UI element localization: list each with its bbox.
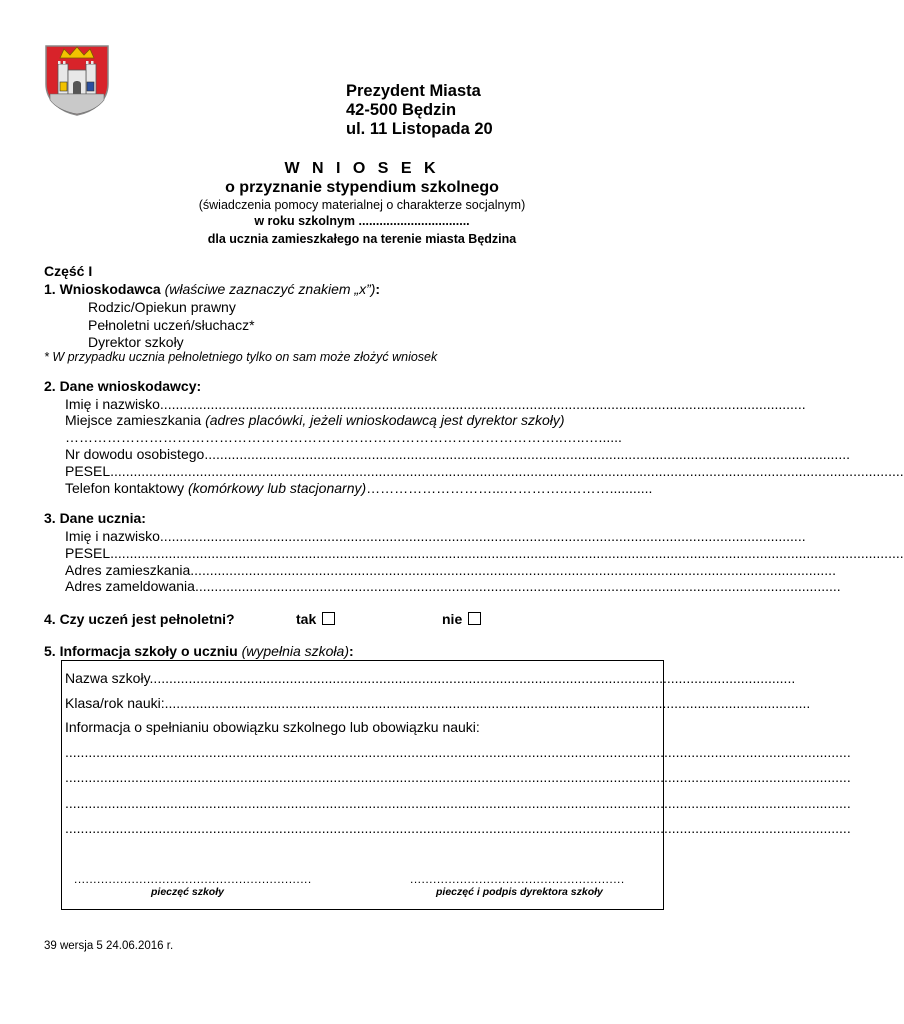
applicant-phone-field[interactable] [65,480,677,497]
yes-label: tak [296,611,317,627]
school-name-label: Nazwa szkoły [65,670,150,686]
student-name-label: Imię i nazwisko [65,528,160,544]
applicant-residence-label-row [65,412,565,428]
applicant-residence-note: (adres placówki, jeżeli wnioskodawcą jest dyrektor szkoły) [205,412,565,428]
part-1-heading: Część I [44,263,93,279]
fill-dots: ............................................................................................................................................................................................................ [110,545,904,561]
section-1-title: 1. Wnioskodawca [44,281,161,297]
applicant-phone-label: Telefon kontaktowy [65,480,185,496]
section-5-colon: : [348,643,354,659]
director-signature-label: pieczęć i podpis dyrektora szkoły [436,886,603,898]
fill-dots: ...................................................................................................................................................................... [149,670,796,686]
option-school-director[interactable]: Dyrektor szkoły [88,334,184,350]
option-adult-student[interactable]: Pełnoletni uczeń/słuchacz* [88,317,255,333]
schooling-info-label: Informacja o spełnianiu obowiązku szkolnego lub obowiązku nauki: [65,719,480,735]
applicant-name-label: Imię i nazwisko [65,396,160,412]
section-1-colon: : [375,281,381,297]
student-registered-label: Adres zameldowania [65,578,195,594]
section-5-note: (wypełnia szkoła) [241,643,349,659]
document-title: W N I O S E K [284,160,440,177]
no-option[interactable] [442,611,481,627]
applicant-residence-field[interactable]: ……………………………………………………………………………………………..…..…...... [65,429,622,445]
schooling-info-line-4[interactable] [65,820,851,837]
applicant-pesel-label: PESEL [65,463,111,479]
student-residence-field[interactable] [65,562,836,579]
applicant-phone-note: (komórkowy lub stacjonarny) [187,480,367,496]
school-stamp-line[interactable]: .............................................................. [74,872,312,886]
fill-dots: .......................................................................................................................................................................................................... [65,795,851,811]
applicant-pesel-field[interactable] [65,463,904,480]
section-5-heading-row [44,643,354,659]
no-label: nie [442,611,463,627]
student-pesel-field[interactable] [65,545,904,562]
class-label: Klasa/rok nauki: [65,695,165,711]
fill-dots: ...................................................................................................................................................................... [164,695,811,711]
section-5-heading: 5. Informacja szkoły o uczniu [44,643,238,659]
fill-dots: .......................................................................................................................................................................................................... [65,769,851,785]
option-parent[interactable]: Rodzic/Opiekun prawny [88,299,236,315]
fill-dots: ...................................................................................................................................................................... [159,396,806,412]
director-signature-line[interactable]: ........................................................ [410,872,625,886]
section-1-instruction: (właściwe zaznaczyć znakiem „x”) [164,281,376,297]
recipient-line-2: 42-500 Będzin [346,101,457,119]
schooling-info-line-1[interactable] [65,744,851,761]
yes-checkbox[interactable] [322,612,335,625]
section-3-heading: 3. Dane ucznia: [44,510,146,526]
document-subtitle: o przyznanie stypendium szkolnego [225,179,499,196]
fill-dots: ...................................................................................................................................................................... [190,562,836,578]
fill-dots: ............................................................................................................................................................................................................ [110,463,904,479]
fill-dots: ...................................................................................................................................................................... [159,528,806,544]
student-registered-field[interactable] [65,578,841,595]
applicant-id-label: Nr dowodu osobistego [65,446,205,462]
schooling-info-line-2[interactable] [65,769,851,786]
school-year-line: w roku szkolnym ................................ [254,214,470,228]
applicant-id-field[interactable] [65,446,850,463]
recipient-line-3: ul. 11 Listopada 20 [346,120,493,138]
fill-dots: ...................................................................................................................................................................... [194,578,841,594]
schooling-info-line-3[interactable] [65,795,851,812]
school-stamp-label: pieczęć szkoły [151,886,224,898]
fill-dots: ...................................................................................................................................................................... [204,446,850,462]
fill-dots: .......................................................................................................................................................................................................... [65,820,851,836]
school-name-field[interactable] [65,670,796,687]
no-checkbox[interactable] [468,612,481,625]
bedzin-coat-of-arms-logo [44,44,110,116]
fill-dots: .......................................................................................................................................................................................................... [65,744,851,760]
target-line: dla ucznia zamieszkałego na terenie miasta Będzina [207,232,517,246]
section-2-heading: 2. Dane wnioskodawcy: [44,378,202,394]
recipient-line-1: Prezydent Miasta [346,82,481,100]
fill-dots: ………………………...…………..………........... [366,480,653,496]
version-footer: 39 wersja 5 24.06.2016 r. [44,940,174,952]
student-residence-label: Adres zamieszkania [65,562,191,578]
applicant-name-field[interactable] [65,396,806,413]
yes-option[interactable] [296,611,335,627]
section-1-heading [44,281,380,297]
section-4-question: 4. Czy uczeń jest pełnoletni? [44,611,235,627]
student-pesel-label: PESEL [65,545,111,561]
class-field[interactable] [65,695,811,712]
document-subtitle-paren: (świadczenia pomocy materialnej o charakterze socjalnym) [198,198,526,212]
student-name-field[interactable] [65,528,806,545]
applicant-residence-label: Miejsce zamieszkania [65,412,202,428]
footnote: * W przypadku ucznia pełnoletniego tylko on sam może złożyć wniosek [44,350,438,364]
